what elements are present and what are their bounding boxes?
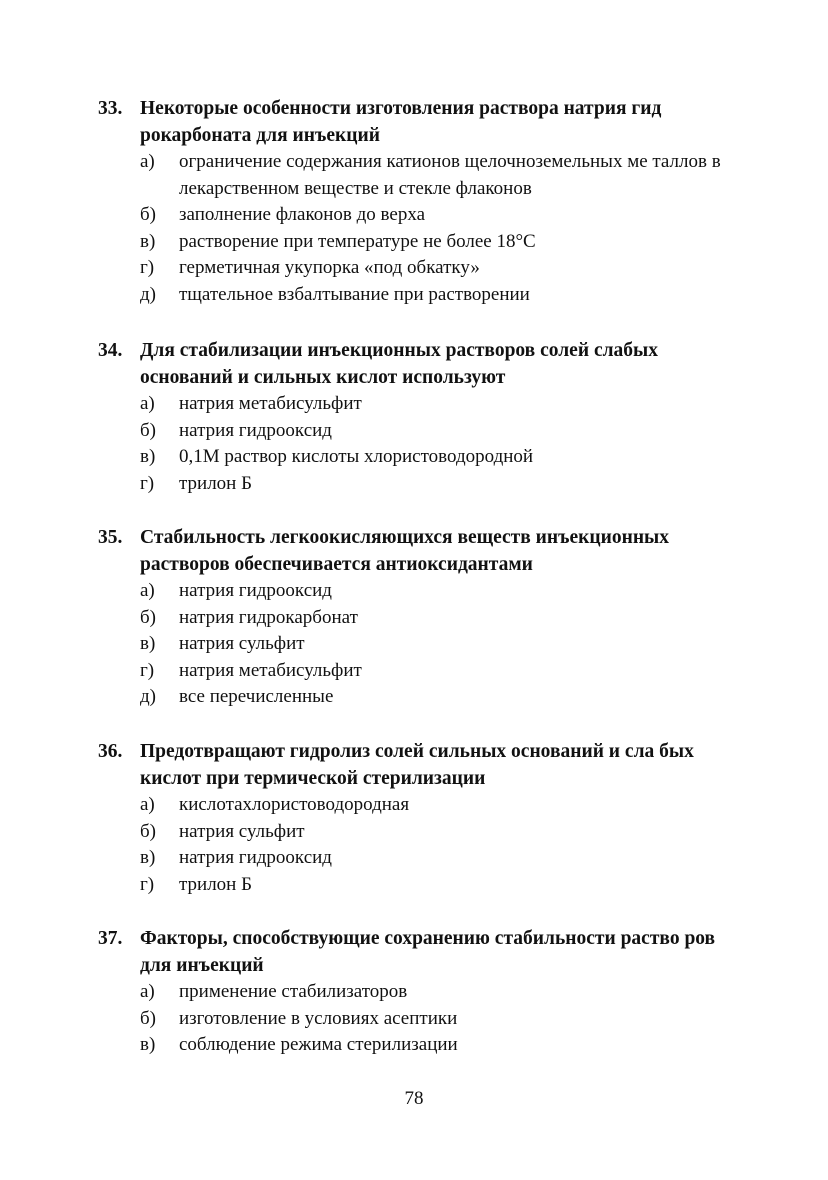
answer-option xyxy=(98,631,748,658)
question-heading xyxy=(98,738,748,792)
option-letter: г) xyxy=(140,472,155,494)
option-text: трилон Б xyxy=(179,472,253,494)
option-letter: а) xyxy=(140,580,155,601)
question-text: Предотвращают гидролиз солей сильных оснований и сла бых кислот при термической стерилизации xyxy=(140,741,694,789)
question-34 xyxy=(98,337,748,497)
answer-option xyxy=(98,229,748,256)
option-letter: в) xyxy=(140,847,156,869)
option-text: натрия сульфит xyxy=(179,820,305,842)
option-text: кислотахлористоводородная xyxy=(179,794,410,815)
question-heading xyxy=(98,95,748,149)
question-heading xyxy=(98,925,748,979)
option-letter: в) xyxy=(140,1034,156,1056)
option-text: тщательное взбалтывание при растворении xyxy=(179,283,530,305)
option-letter: г) xyxy=(140,659,155,681)
option-text: натрия гидрооксид xyxy=(179,580,332,601)
option-letter: д) xyxy=(140,283,156,305)
answer-option xyxy=(98,1006,748,1033)
answer-option xyxy=(98,202,748,229)
question-number: 34. xyxy=(98,340,123,361)
option-letter: б) xyxy=(140,1007,156,1029)
answer-option xyxy=(98,391,748,418)
question-33 xyxy=(98,95,748,309)
question-text: Некоторые особенности изготовления раствора натрия гид рокарбоната для инъекций xyxy=(140,98,662,146)
option-text: трилон Б xyxy=(179,873,253,895)
option-letter: б) xyxy=(140,419,156,441)
option-letter: д) xyxy=(140,686,156,708)
question-number: 33. xyxy=(98,98,123,119)
option-letter: в) xyxy=(140,633,156,655)
option-text: натрия сульфит xyxy=(179,633,305,655)
option-text: соблюдение режима стерилизации xyxy=(179,1034,458,1056)
option-letter: г) xyxy=(140,257,155,279)
option-text: натрия гидрокарбонат xyxy=(179,606,358,628)
option-text: ограничение содержания катионов щелочноземельных ме таллов в лекарственном веществе и стекле флаконов xyxy=(179,151,721,199)
option-text: изготовление в условиях асептики xyxy=(179,1007,458,1029)
answer-option xyxy=(98,658,748,685)
option-text: натрия гидрооксид xyxy=(179,847,332,869)
question-text: Факторы, способствующие сохранению стабильности раство ров для инъекций xyxy=(140,928,716,976)
option-letter: б) xyxy=(140,820,156,842)
answer-option xyxy=(98,1032,748,1059)
option-text: растворение при температуре не более 18°С xyxy=(179,230,536,252)
question-text: Для стабилизации инъекционных растворов солей слабых оснований и сильных кислот используют xyxy=(140,340,659,388)
answer-option xyxy=(98,444,748,471)
question-text: Стабильность легкоокисляющихся веществ инъекционных растворов обеспечивается антиоксидантами xyxy=(140,527,670,575)
option-letter: б) xyxy=(140,606,156,628)
option-text: заполнение флаконов до верха xyxy=(179,204,426,226)
question-35 xyxy=(98,524,748,711)
option-text: натрия метабисульфит xyxy=(179,393,362,414)
answer-option xyxy=(98,471,748,498)
option-letter: в) xyxy=(140,230,156,252)
answer-option xyxy=(98,979,748,1006)
answer-option xyxy=(98,605,748,632)
answer-option xyxy=(98,872,748,899)
option-letter: б) xyxy=(140,204,156,226)
question-number: 35. xyxy=(98,527,123,548)
answer-option xyxy=(98,578,748,605)
question-36 xyxy=(98,738,748,898)
answer-option xyxy=(98,684,748,711)
option-letter: а) xyxy=(140,393,155,414)
option-text: применение стабилизаторов xyxy=(179,981,408,1002)
option-letter: в) xyxy=(140,446,156,468)
question-heading xyxy=(98,337,748,391)
answer-option xyxy=(98,418,748,445)
option-letter: а) xyxy=(140,151,155,172)
option-text: натрия метабисульфит xyxy=(179,659,362,681)
question-number: 37. xyxy=(98,928,123,949)
option-letter: г) xyxy=(140,873,155,895)
answer-option xyxy=(98,149,748,202)
answer-option xyxy=(98,255,748,282)
question-37 xyxy=(98,925,748,1059)
question-heading xyxy=(98,524,748,578)
option-text: 0,1М раствор кислоты хлористоводородной xyxy=(179,446,534,468)
option-letter: а) xyxy=(140,794,155,815)
option-text: все перечисленные xyxy=(179,686,334,708)
page-number: 78 xyxy=(404,1088,424,1109)
answer-option xyxy=(98,792,748,819)
answer-option xyxy=(98,845,748,872)
answer-option xyxy=(98,819,748,846)
option-text: герметичная укупорка «под обкатку» xyxy=(179,257,480,279)
option-letter: а) xyxy=(140,981,155,1002)
answer-option xyxy=(98,282,748,309)
question-number: 36. xyxy=(98,741,123,762)
option-text: натрия гидрооксид xyxy=(179,419,332,441)
